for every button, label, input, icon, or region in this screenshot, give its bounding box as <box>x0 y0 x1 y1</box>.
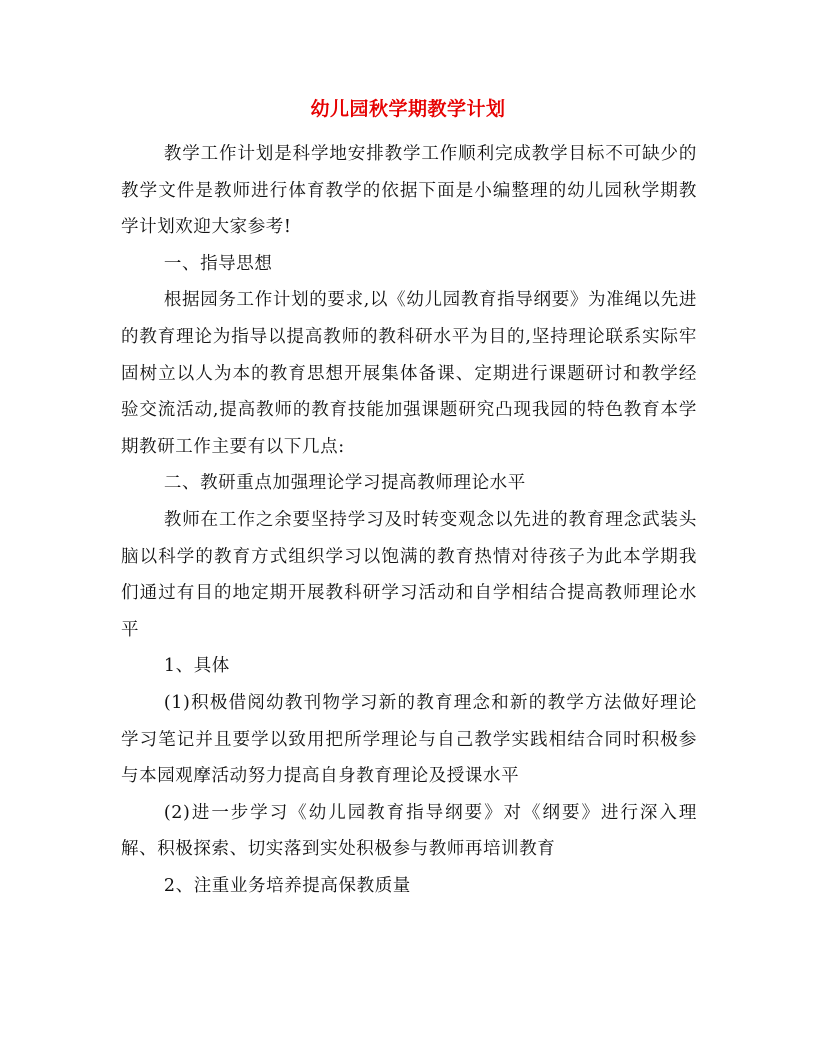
paragraph-research-focus: 教师在工作之余要坚持学习及时转变观念以先进的教育理念武装头脑以科学的教育方式组织学习以饱满的教育热情对待孩子为此本学期我们通过有目的地定期开展教科研学习活动和自学相结合提高教师理论水平 <box>121 509 697 640</box>
paragraph-guiding-ideology: 根据园务工作计划的要求,以《幼儿园教育指导纲要》为准绳以先进的教育理论为指导以提高教师的教科研水平为目的,坚持理论联系实际牢固树立以人为本的教育思想开展集体备课、定期进行课题研讨和教学经验交流活动,提高教师的教育技能加强课题研究凸现我园的特色教育本学期教研工作主要有以下几点: <box>121 290 697 457</box>
paragraph-intro: 教学工作计划是科学地安排教学工作顺利完成教学目标不可缺少的教学文件是教师进行体育教学的依据下面是小编整理的幼儿园秋学期教学计划欢迎大家参考! <box>121 144 697 238</box>
document-title: 幼儿园秋学期教学计划 <box>310 98 506 120</box>
paragraph-item-2: (2)进一步学习《幼儿园教育指导纲要》对《纲要》进行深入理解、积极探索、切实落到实处积极参与教师再培训教育 <box>121 802 697 860</box>
heading-guiding-ideology: 一、指导思想 <box>163 253 273 274</box>
heading-specifics: 1、具体 <box>163 656 230 677</box>
paragraph-item-1: (1)积极借阅幼教刊物学习新的教育理念和新的教学方法做好理论学习笔记并且要学以致用把所学理论与自己教学实践相结合同时积极参与本园观摩活动努力提高自身教育理论及授课水平 <box>121 692 697 787</box>
heading-research-focus: 二、教研重点加强理论学习提高教师理论水平 <box>163 473 526 494</box>
document-body <box>121 136 697 904</box>
heading-professional-training: 2、注重业务培养提高保教质量 <box>163 875 411 896</box>
